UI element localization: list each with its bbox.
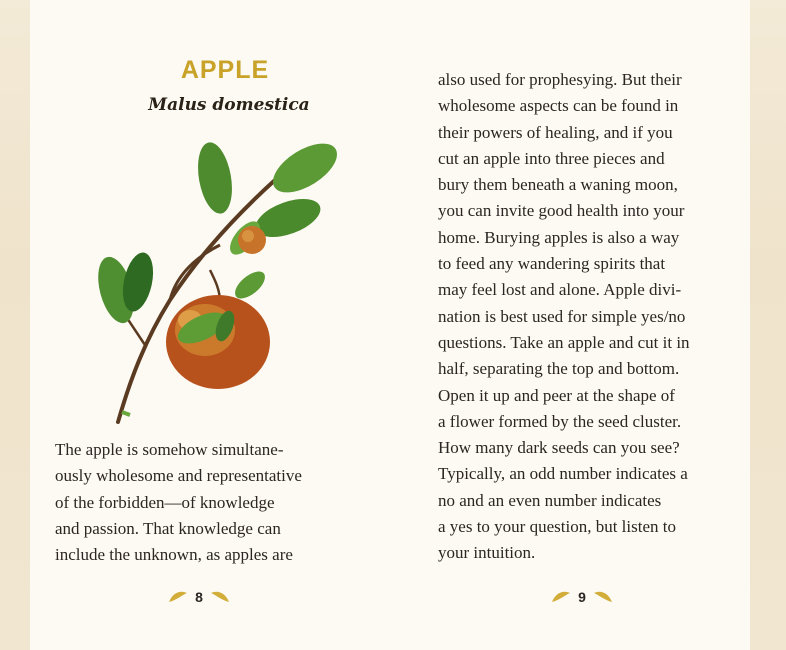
text-line: half, separating the top and bottom. <box>438 359 680 379</box>
text-line: of the forbidden—of knowledge <box>55 492 275 512</box>
page-number: 9 <box>578 589 586 605</box>
page-number-left <box>164 586 234 608</box>
text-line: questions. Take an apple and cut it in <box>438 332 690 352</box>
text-line: wholesome aspects can be found in <box>438 96 679 116</box>
page-number: 8 <box>195 589 203 605</box>
text-line: a yes to your question, but listen to <box>438 517 676 537</box>
text-line: may feel lost and alone. Apple divi- <box>438 280 682 300</box>
right-body-text <box>438 67 690 567</box>
text-line: to feed any wandering spirits that <box>438 254 666 274</box>
text-line: you can invite good health into your <box>438 201 685 221</box>
leaf <box>230 267 269 304</box>
text-line: How many dark seeds can you see? <box>438 438 680 458</box>
text-line: a flower formed by the seed cluster. <box>438 411 682 431</box>
leaf-ornament-icon <box>550 590 572 604</box>
text-line: bury them beneath a waning moon, <box>438 175 678 195</box>
leaf-ornament-icon <box>209 590 231 604</box>
text-line: cut an apple into three pieces and <box>438 148 665 168</box>
left-body-text <box>55 437 302 568</box>
leaf <box>193 140 237 216</box>
leaf <box>265 134 345 203</box>
text-line: Open it up and peer at the shape of <box>438 385 675 405</box>
text-line: home. Burying apples is also a way <box>438 227 680 247</box>
book-spread <box>30 0 750 650</box>
page-number-right <box>547 586 617 608</box>
scientific-name: Malus domestica <box>148 95 310 115</box>
text-line: Typically, an odd number indicates a <box>438 464 688 484</box>
text-line: also used for prophesying. But their <box>438 70 682 89</box>
leaf-ornament-icon <box>592 590 614 604</box>
text-line: your intuition. <box>438 543 536 563</box>
text-line: no and an even number indicates <box>438 490 662 510</box>
page-title: APPLE <box>180 56 270 84</box>
text-line: The apple is somehow simultane- <box>55 440 284 459</box>
text-line: include the unknown, as apples are <box>55 545 293 565</box>
text-line: their powers of healing, and if you <box>438 122 673 142</box>
leaf-ornament-icon <box>167 590 189 604</box>
text-line: nation is best used for simple yes/no <box>438 306 686 326</box>
text-line: and passion. That knowledge can <box>55 518 281 538</box>
text-line: ously wholesome and representative <box>55 466 302 486</box>
apple-branch-illustration <box>60 130 360 430</box>
